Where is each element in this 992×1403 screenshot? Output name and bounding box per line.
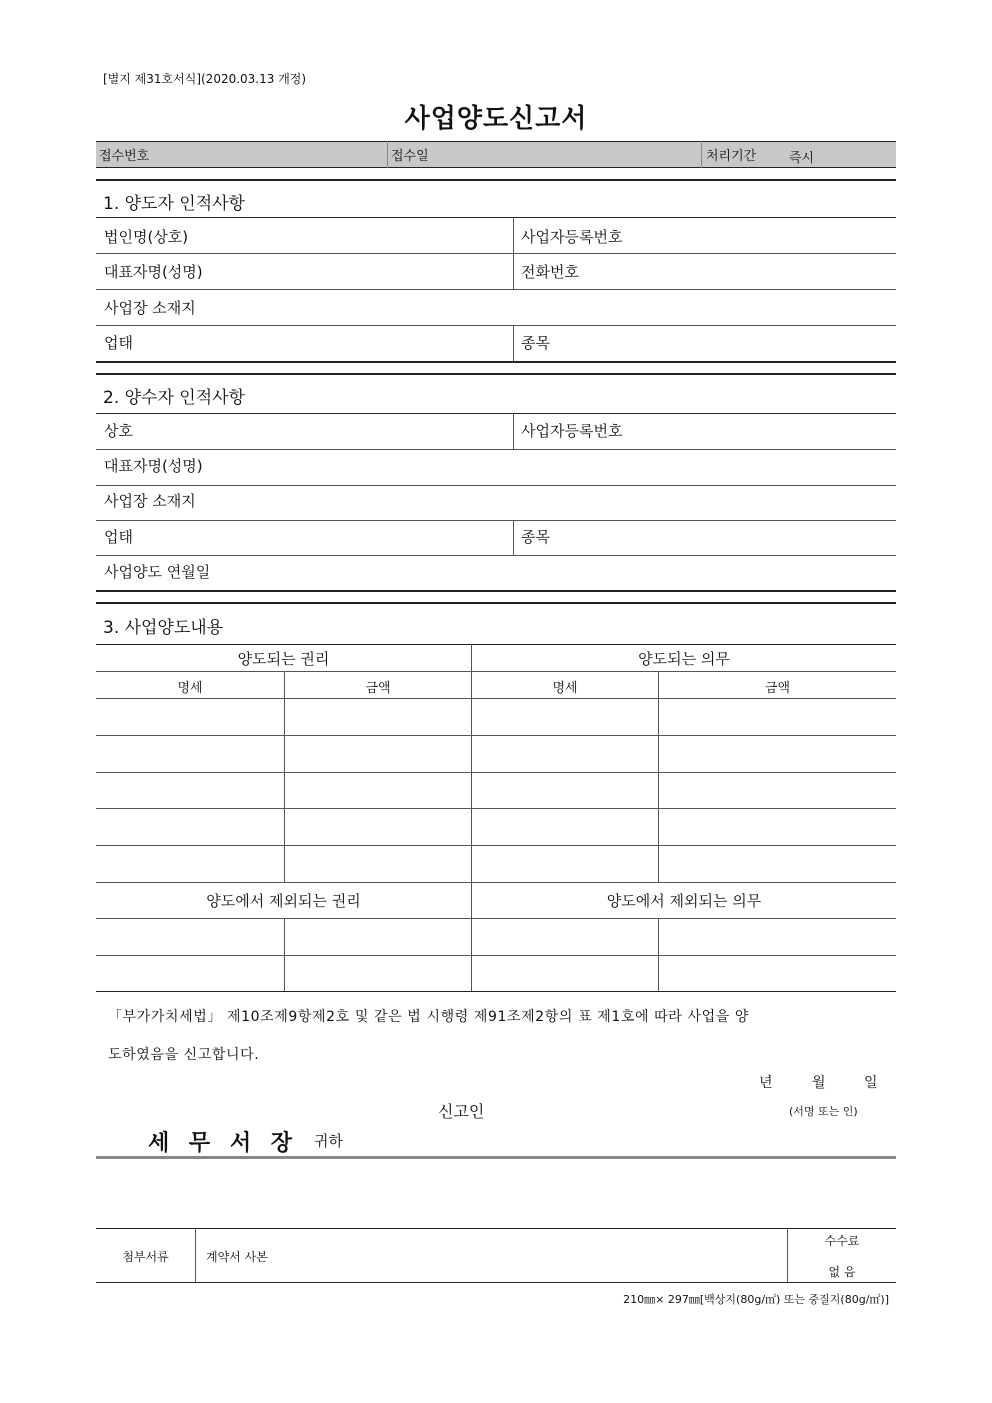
attachments-value: 계약서 사본 [206,1250,268,1264]
rights-header: 양도되는 권리 [237,650,330,668]
transferee-biz-reg-no-field[interactable]: 사업자등록번호 [521,422,623,440]
transferor-corp-name-field[interactable]: 법인명(상호) [104,228,189,246]
excluded-rights-header: 양도에서 제외되는 권리 [206,892,361,910]
paper-spec: 210㎜× 297㎜[백상지(80g/㎡) 또는 중질지(80g/㎡)] [623,1293,889,1306]
honorific: 귀하 [314,1132,343,1150]
excluded-obligations-header: 양도에서 제외되는 의무 [606,892,762,910]
signature-label[interactable]: (서명 또는 인) [789,1105,858,1118]
declaration-line-1: 「부가가치세법」 제10조제9항제2호 및 같은 법 시행령 제91조제2항의 표 제1호에 따라 사업을 양 [108,1009,750,1025]
attachments-label: 첨부서류 [122,1250,169,1264]
reporter-label: 신고인 [438,1102,485,1121]
transferee-address-field[interactable]: 사업장 소재지 [104,492,196,510]
transferor-biz-reg-no-field[interactable]: 사업자등록번호 [521,228,623,246]
date-month-label[interactable]: 월 [812,1075,826,1091]
transferee-biz-item-field[interactable]: 종목 [521,528,550,546]
date-year-label[interactable]: 년 [759,1075,773,1091]
transferee-trade-name-field[interactable]: 상호 [104,422,133,440]
declaration-line-2: 도하였음을 신고합니다. [108,1047,260,1063]
transferor-phone-field[interactable]: 전화번호 [521,263,579,281]
rights-amount-col: 금액 [365,681,391,696]
page-title: 사업양도신고서 [404,104,588,134]
tax-office-head: 세 무 서 장 [148,1131,298,1156]
transferor-biz-item-field[interactable]: 종목 [521,334,550,352]
transferor-address-field[interactable]: 사업장 소재지 [104,299,196,317]
fee-value: 없 음 [828,1265,856,1279]
transferor-biz-type-field[interactable]: 업태 [104,334,133,352]
transferee-biz-type-field[interactable]: 업태 [104,528,133,546]
transferee-heading: 2. 양수자 인적사항 [103,388,245,408]
receipt-date-label: 접수일 [391,149,429,164]
transferor-heading: 1. 양도자 인적사항 [103,194,245,214]
rights-detail-col: 명세 [177,681,203,696]
transferee-rep-name-field[interactable]: 대표자명(성명) [104,457,203,475]
form-number: [별지 제31호서식](2020.03.13 개정) [103,72,307,86]
transferor-rep-name-field[interactable]: 대표자명(성명) [104,263,203,281]
obligations-detail-col: 명세 [552,681,578,696]
processing-period-label: 처리기간 [706,149,757,164]
obligations-header: 양도되는 의무 [638,650,730,668]
contents-heading: 3. 사업양도내용 [103,618,224,638]
date-day-label[interactable]: 일 [864,1075,878,1091]
receipt-bar [96,141,896,168]
receipt-number-label: 접수번호 [99,149,150,164]
transfer-date-field[interactable]: 사업양도 연월일 [104,563,211,581]
fee-label: 수수료 [824,1234,860,1248]
processing-period-value: 즉시 [789,151,815,166]
obligations-amount-col: 금액 [764,681,791,696]
